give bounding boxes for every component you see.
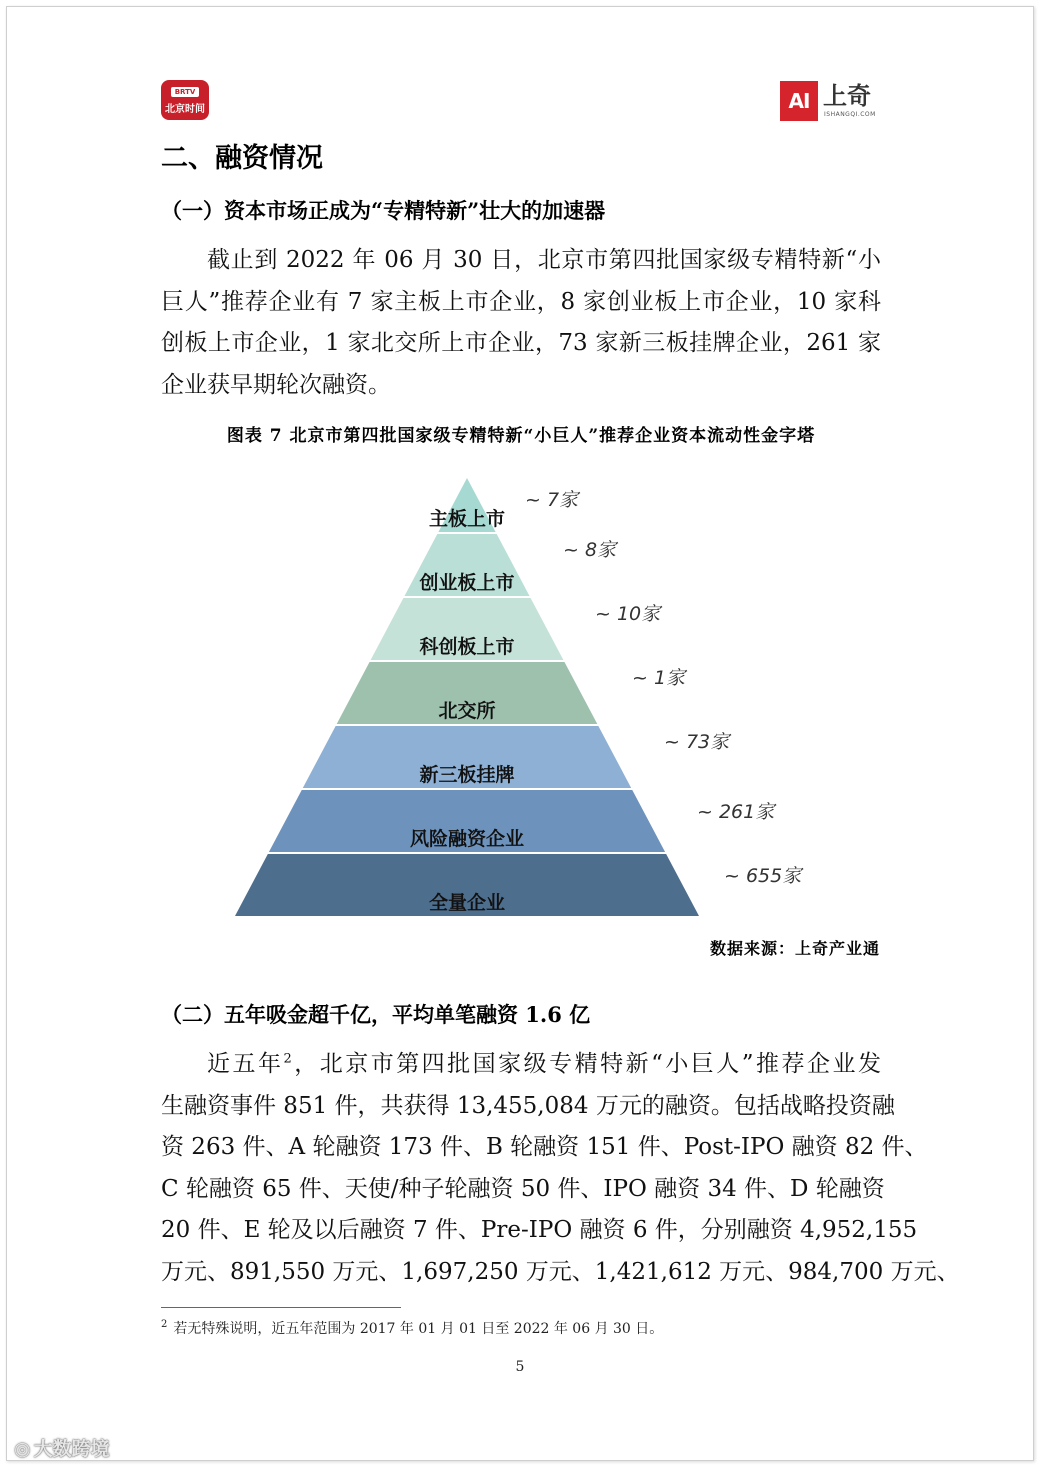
footnote (161, 1318, 663, 1338)
paragraph-line: C 轮融资 65 件、天使/种子轮融资 50 件、IPO 融资 34 件、D 轮融资 (161, 1175, 885, 1202)
page-number: 5 (515, 1359, 525, 1375)
pyramid-tier-count: ~ 1家 (632, 667, 686, 689)
paragraph-line: 截止到 2022 年 06 月 30 日，北京市第四批国家级专精特新“小 (207, 247, 881, 273)
footnote-text: 若无特殊说明，近五年范围为 2017 年 01 月 01 日至 2022 年 06 月 30 日。 (173, 1321, 664, 1337)
shangqi-logo-mark: AI (780, 81, 818, 121)
pyramid-tier-count: ~ 10家 (595, 603, 661, 625)
pyramid-tier-count: ~ 8家 (563, 539, 617, 561)
pyramid-tier-count: ~ 7家 (525, 489, 579, 511)
watermark-text: 大数跨境 (33, 1438, 110, 1460)
watermark-logo-icon: ◎ (14, 1438, 31, 1460)
shangqi-logo-domain: ISHANGQI.COM (824, 111, 876, 118)
pyramid-tier-label: 科创板上市 (419, 636, 515, 658)
line-start: 近五年 (207, 1051, 284, 1077)
pyramid-tier-count: ~ 261家 (697, 801, 775, 823)
paragraph-line: 资 263 件、A 轮融资 173 件、B 轮融资 151 件、Post-IPO 融资 82 件、 (161, 1134, 928, 1160)
pyramid-tier-count: ~ 655家 (724, 865, 802, 887)
subsection-1-title: （一）资本市场正成为“专精特新”壮大的加速器 (161, 198, 606, 223)
line-rest: ，北京市第四批国家级专精特新“小巨人”推荐企业发 (291, 1051, 881, 1077)
paragraph-line: 生融资事件 851 件，共获得 13,455,084 万元的融资。包括战略投资融 (161, 1092, 895, 1119)
pyramid-tier-count: ~ 73家 (664, 731, 730, 753)
pyramid-tier-label: 新三板挂牌 (419, 764, 515, 786)
paragraph-2 (161, 1044, 960, 1293)
brtv-logo (161, 80, 209, 120)
paragraph-line: 万元、891,550 万元、1,697,250 万元、1,421,612 万元、984,700 万元、 (161, 1258, 960, 1285)
subsection-2-title: （二）五年吸金超千亿，平均单笔融资 1.6 亿 (161, 1002, 591, 1027)
pyramid-tier-label: 北交所 (438, 700, 496, 722)
capital-liquidity-pyramid (230, 478, 802, 923)
brtv-badge: BRTV (171, 87, 199, 97)
paragraph-line: 巨人”推荐企业有 7 家主板上市企业，8 家创业板上市企业，10 家科 (161, 288, 881, 315)
figure-source: 数据来源：上奇产业通 (709, 939, 880, 958)
pyramid-tier-label: 创业板上市 (419, 572, 515, 594)
section-title: 二、融资情况 (161, 143, 323, 174)
brtv-logo-text: 北京时间 (165, 104, 205, 115)
figure-caption: 图表 7 北京市第四批国家级专精特新“小巨人”推荐企业资本流动性金字塔 (226, 426, 816, 446)
shangqi-logo-name: 上奇 (823, 82, 871, 110)
footnote-reference[interactable]: 2 (283, 1051, 292, 1067)
paragraph-line: 20 件、E 轮及以后融资 7 件、Pre-IPO 融资 6 件，分别融资 4,952,155 (161, 1217, 918, 1243)
pyramid-tier-label: 风险融资企业 (409, 828, 525, 850)
footnote-divider (161, 1307, 401, 1308)
shangqi-logo (780, 81, 880, 123)
watermark (14, 1434, 110, 1461)
pyramid-tier-label: 全量企业 (428, 892, 506, 914)
paragraph-line (161, 1044, 881, 1086)
paragraph-line: 创板上市企业，1 家北交所上市企业，73 家新三板挂牌企业，261 家 (161, 330, 881, 356)
paragraph-1 (161, 240, 881, 406)
footnote-mark: 2 (161, 1319, 168, 1331)
paragraph-line: 企业获早期轮次融资。 (161, 371, 391, 398)
pyramid-tier-label: 主板上市 (428, 508, 506, 530)
